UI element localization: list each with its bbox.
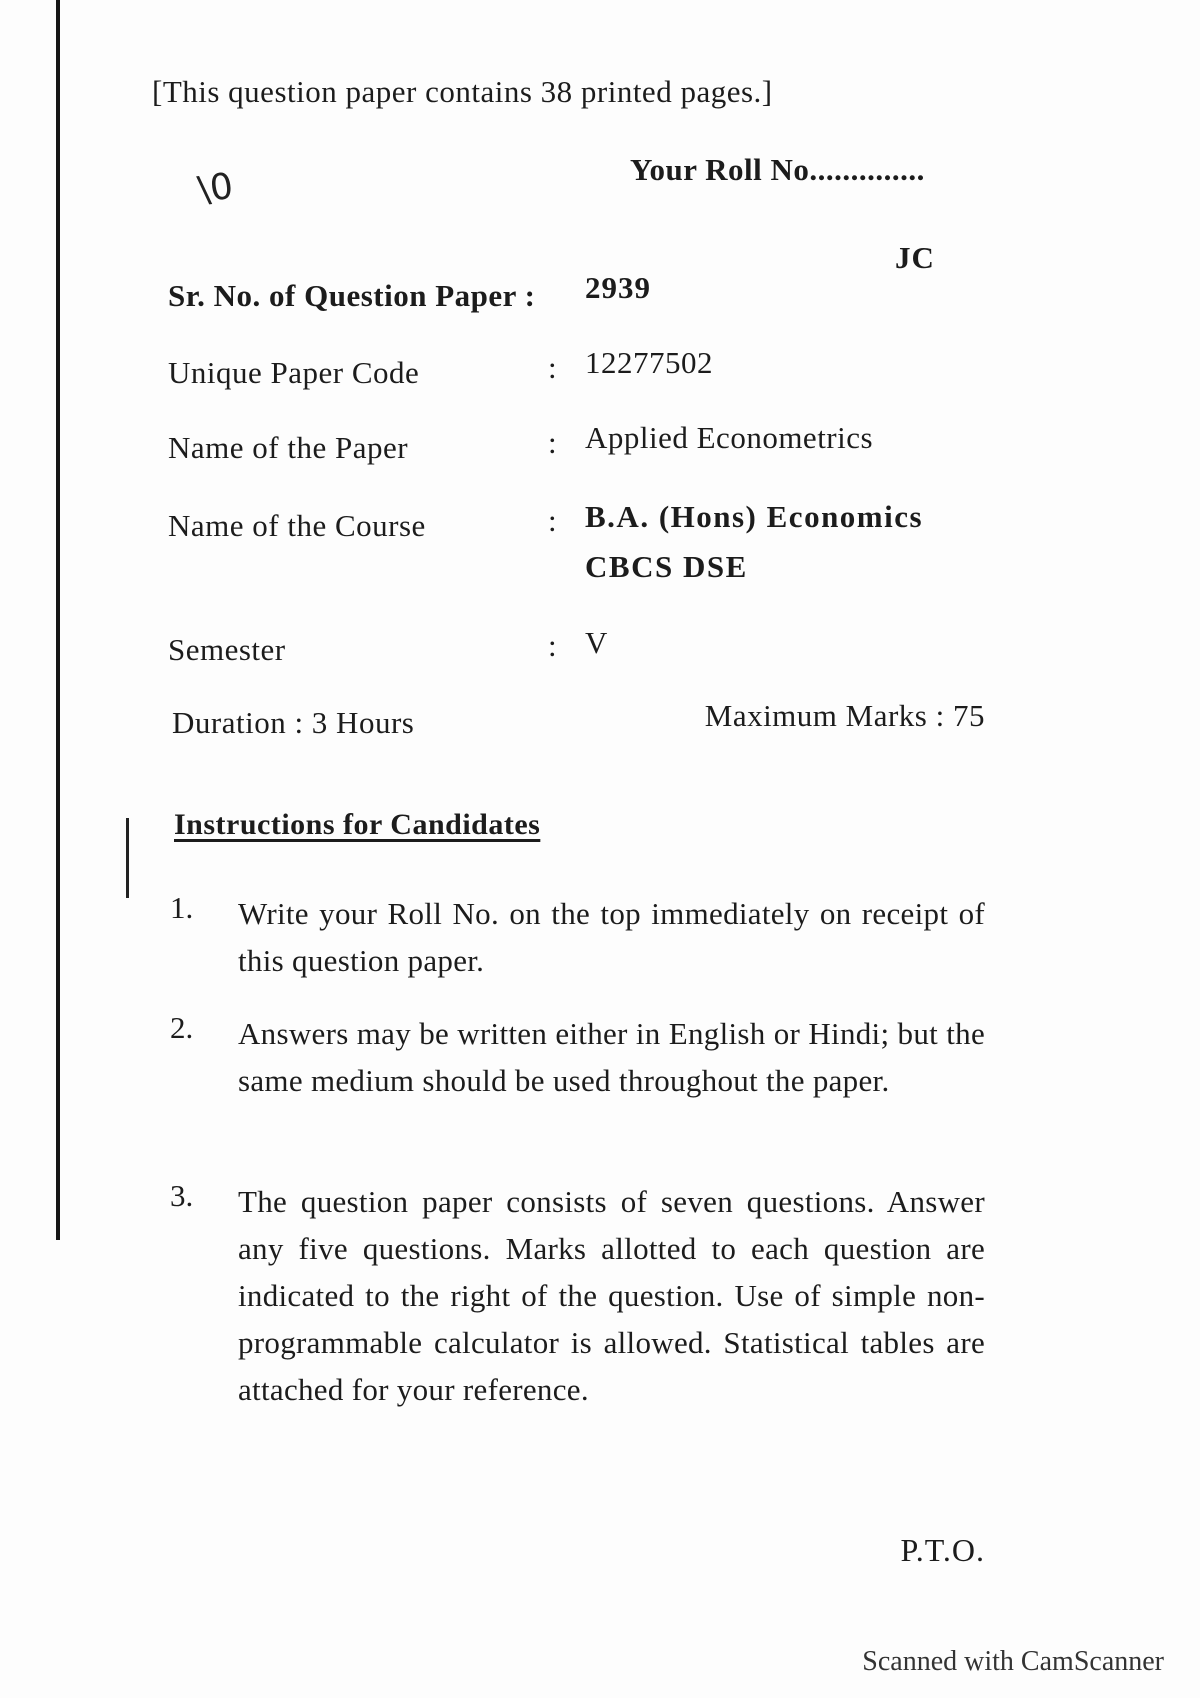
instruction-number: 1. bbox=[170, 890, 194, 925]
maximum-marks: Maximum Marks : 75 bbox=[704, 698, 985, 733]
binding-edge-line bbox=[56, 0, 60, 1240]
duration: Duration : 3 Hours bbox=[172, 705, 415, 740]
roll-number-field: Your Roll No.............. bbox=[630, 152, 925, 187]
paper-name-colon: : bbox=[548, 425, 557, 460]
upc-value: 12277502 bbox=[585, 345, 713, 380]
instruction-item bbox=[170, 890, 985, 984]
sr-no-label: Sr. No. of Question Paper : bbox=[168, 278, 536, 313]
course-name-value: B.A. (Hons) Economics CBCS DSE bbox=[585, 499, 924, 584]
course-name-colon: : bbox=[548, 503, 557, 538]
instruction-text: The question paper consists of seven questions. Answer any five questions. Marks allotted to each question are indicated to the right of the question. Use of simple non-programmable calculator is allowed. Statistical tables are attached for your reference. bbox=[238, 1184, 985, 1407]
instruction-number: 2. bbox=[170, 1010, 194, 1045]
instruction-number: 3. bbox=[170, 1178, 194, 1213]
course-name-label: Name of the Course bbox=[168, 508, 426, 543]
semester-value: V bbox=[585, 625, 608, 660]
sr-no-value: 2939 bbox=[585, 270, 651, 305]
paper-name-label: Name of the Paper bbox=[168, 430, 409, 465]
header-note: [This question paper contains 38 printed pages.] bbox=[152, 74, 773, 109]
instruction-item bbox=[170, 1178, 985, 1413]
instruction-text: Answers may be written either in English or Hindi; but the same medium should be used throughout the paper. bbox=[238, 1016, 985, 1098]
semester-label: Semester bbox=[168, 632, 286, 667]
set-code: JC bbox=[895, 240, 935, 275]
margin-bracket-mark bbox=[120, 818, 129, 898]
upc-colon: : bbox=[548, 350, 557, 385]
paper-name-value: Applied Econometrics bbox=[585, 420, 874, 455]
handwritten-mark: \0 bbox=[195, 165, 236, 212]
instructions-heading: Instructions for Candidates bbox=[174, 808, 541, 841]
instruction-text: Write your Roll No. on the top immediately on receipt of this question paper. bbox=[238, 896, 985, 978]
semester-colon: : bbox=[548, 628, 557, 663]
scanner-watermark: Scanned with CamScanner bbox=[862, 1646, 1164, 1677]
upc-label: Unique Paper Code bbox=[168, 355, 420, 390]
please-turn-over: P.T.O. bbox=[900, 1532, 985, 1568]
instruction-item bbox=[170, 1010, 985, 1104]
